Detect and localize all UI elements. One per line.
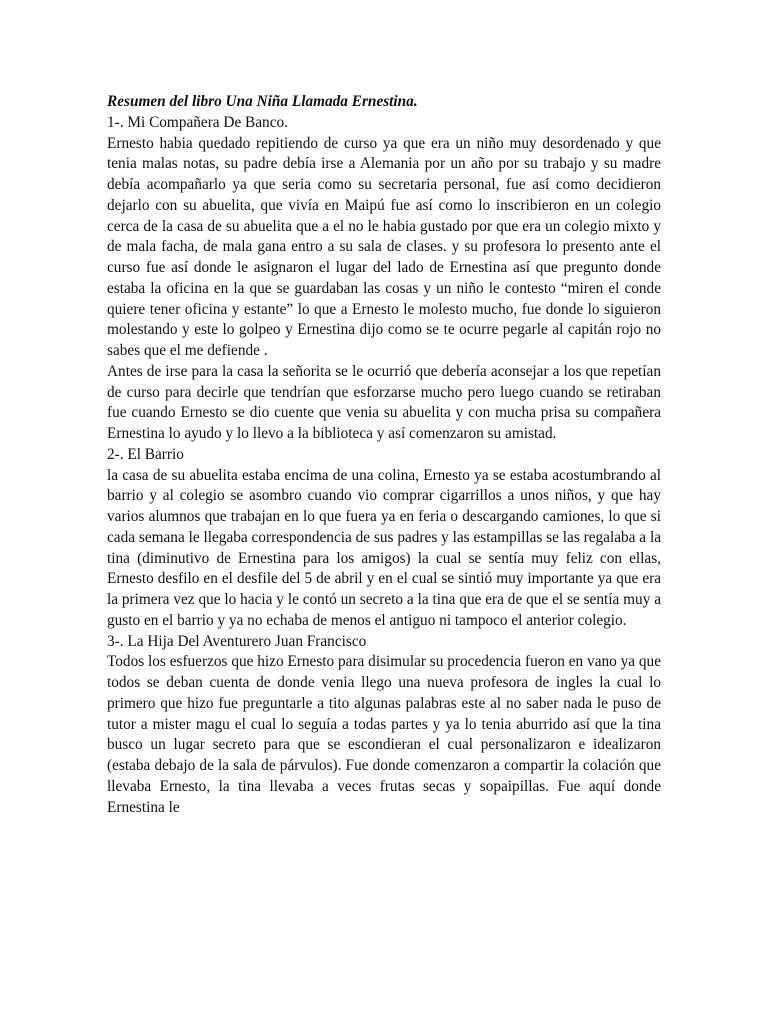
section-1-paragraph-1: Ernesto habia quedado repitiendo de curso ya que era un niño muy desordenado y que tenia malas notas, su padre debía irse a Alemania por un año por su trabajo y su madre debía acompañarlo ya que seria como su secretaria personal, fue así como decidieron dejarlo con su abuelita, que vivía en Maipú fue así como lo inscribieron en un colegio cerca de la casa de su abuelita que a el no le habia gustado por que era un colegio mixto y de mala facha, de mala gana entro a su sala de clases. y su profesora lo presento ante el curso fue así donde le asignaron el lugar del lado de Ernestina así que pregunto donde estaba la oficina en la que se guardaban las cosas y un niño le contesto “miren el conde quiere tener oficina y estante” lo que a Ernesto le molesto mucho, fue donde lo siguieron molestando y este lo golpeo y Ernestina dijo como se te ocurre pegarle al capitán rojo no sabes que el me defiende . [107, 134, 661, 359]
section-3-paragraph-1: Todos los esfuerzos que hizo Ernesto para disimular su procedencia fueron en vano ya que todos se deban cuenta de donde venia llego una nueva profesora de ingles la cual lo primero que hizo fue preguntarle a tito algunas palabras este al no saber nada le puso de tutor a mister magu el cual lo seguía a todas partes y ya lo tenia aburrido así que la tina busco un lugar secreto para que se escondieran el cual personalizaron e idealizaron (estaba debajo de la sala de párvulos). Fue donde comenzaron a compartir la colación que llevaba Ernesto, la tina llevaba a veces frutas secas y sopaipillas. Fue aquí donde Ernestina le [107, 653, 661, 816]
section-1-paragraph-2: Antes de irse para la casa la señorita se le ocurrió que debería aconsejar a los que repetían de curso para decirle que tendrían que esforzarse mucho pero luego cuando se retiraban fue cuando Ernesto se dio cuente que venia su abuelita y con mucha prisa su compañera Ernestina lo ayudo y lo llevo a la biblioteca y así comenzaron su amistad. [107, 362, 661, 442]
section-heading-3: 3-. La Hija Del Aventurero Juan Francisco [107, 632, 367, 650]
section-heading-1: 1-. Mi Compañera De Banco. [107, 113, 288, 131]
document-title: Resumen del libro Una Niña Llamada Ernestina. [107, 93, 418, 110]
document-page [107, 92, 661, 818]
section-heading-2: 2-. El Barrio [107, 445, 184, 463]
section-2-paragraph-1: la casa de su abuelita estaba encima de una colina, Ernesto ya se estaba acostumbrando al barrio y al colegio se asombro cuando vio comprar cigarrillos a unos niños, y que hay varios alumnos que trabajan en lo que fuera ya en feria o descargando camiones, lo que si cada semana le llegaba correspondencia de sus padres y las estampillas se las regalaba a la tina (diminutivo de Ernestina para los amigos) la cual se sentía muy feliz con ellas, Ernesto desfilo en el desfile del 5 de abril y en el cual se sintió muy importante ya que era la primera vez que lo hacia y le contó un secreto a la tina que era de que el se sentía muy a gusto en el barrio y ya no echaba de menos el antiguo ni tampoco el anterior colegio. [107, 466, 661, 629]
